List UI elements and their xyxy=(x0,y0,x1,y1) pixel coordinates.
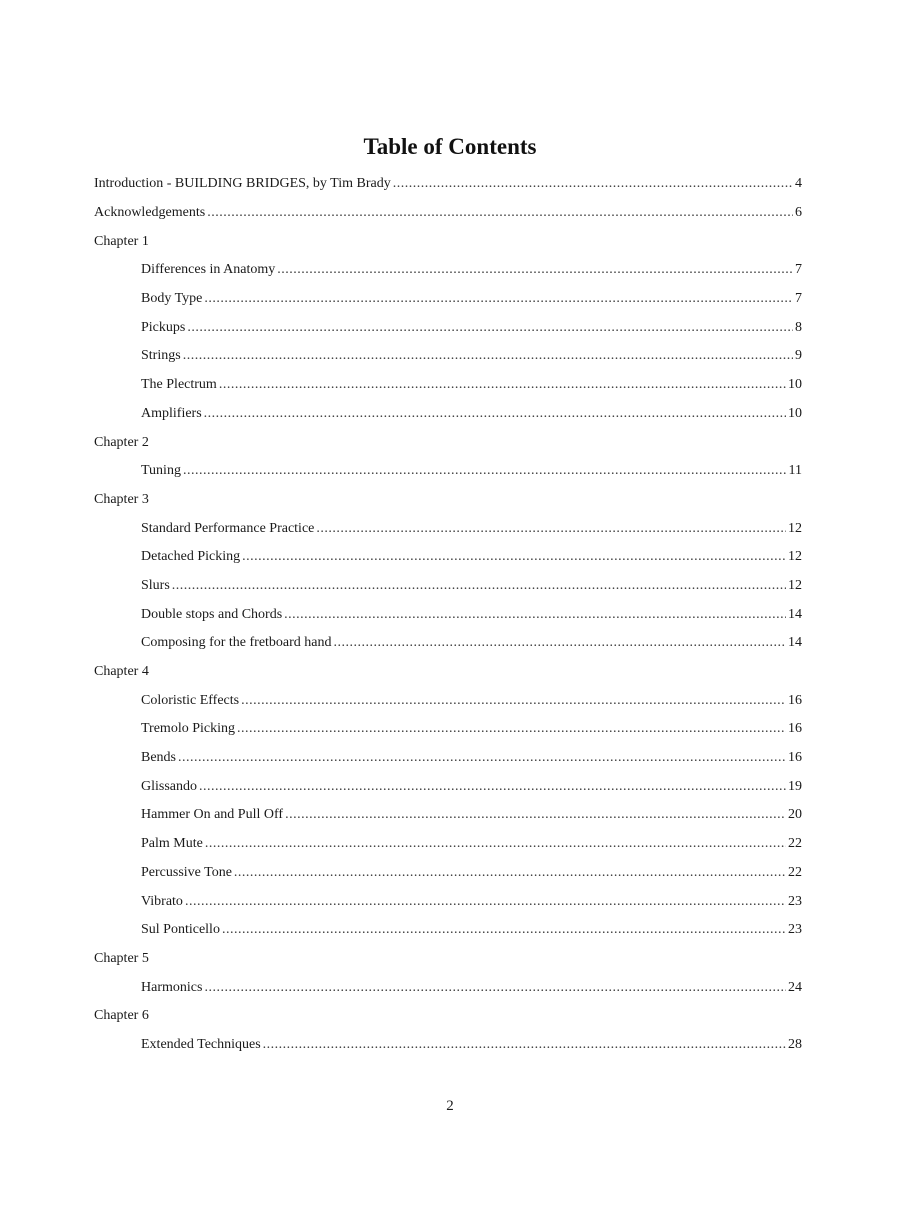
toc-entry xyxy=(94,285,802,314)
toc-entry-label: Detached Picking xyxy=(141,549,241,565)
toc-chapter-heading xyxy=(94,227,802,256)
toc-entry xyxy=(94,371,802,400)
toc-dot-leader xyxy=(178,750,786,766)
toc-entry-label: Double stops and Chords xyxy=(141,606,283,622)
toc-entry-label: Chapter 2 xyxy=(94,434,149,450)
toc-dot-leader xyxy=(205,836,786,852)
toc-entry-label: Sul Ponticello xyxy=(141,922,220,938)
toc-entry-page: 10 xyxy=(788,405,802,421)
toc-chapter-heading xyxy=(94,486,802,515)
toc-dot-leader xyxy=(185,894,786,910)
toc-dot-leader xyxy=(241,693,786,709)
toc-entry-label: Strings xyxy=(141,348,181,364)
toc-entry-label: Pickups xyxy=(141,319,186,335)
toc-entry-label: Introduction - BUILDING BRIDGES, by Tim Brady xyxy=(94,176,391,192)
toc-entry-label: Hammer On and Pull Off xyxy=(141,807,284,823)
toc-entry-page: 9 xyxy=(795,348,802,364)
toc-entry xyxy=(94,256,802,285)
toc-chapter-heading xyxy=(94,1002,802,1031)
toc-entry-page: 14 xyxy=(788,635,802,651)
toc-dot-leader xyxy=(187,320,793,336)
toc-entry-label: Bends xyxy=(141,750,176,766)
toc-entry-page: 28 xyxy=(788,1036,802,1052)
toc-dot-leader xyxy=(222,922,786,938)
toc-entry xyxy=(94,629,802,658)
toc-entry xyxy=(94,572,802,601)
toc-entry xyxy=(94,543,802,572)
toc-entry-label: Vibrato xyxy=(141,893,183,909)
toc-dot-leader xyxy=(263,1037,786,1053)
toc-chapter-heading xyxy=(94,428,802,457)
toc-entry-label: Acknowledgements xyxy=(94,205,206,221)
toc-entry-label: Chapter 6 xyxy=(94,1008,149,1024)
toc-entry xyxy=(94,686,802,715)
toc-entry-label: Chapter 4 xyxy=(94,664,149,680)
toc-entry-page: 8 xyxy=(795,319,802,335)
toc-entry-label: Chapter 5 xyxy=(94,950,149,966)
toc-entry-label: Harmonics xyxy=(141,979,203,995)
toc-dot-leader xyxy=(172,578,786,594)
toc-entry-page: 20 xyxy=(788,807,802,823)
toc-entry-label: Chapter 1 xyxy=(94,233,149,249)
toc-entry xyxy=(94,772,802,801)
toc-dot-leader xyxy=(204,980,786,996)
toc-entry-page: 11 xyxy=(788,463,802,479)
toc-entry xyxy=(94,514,802,543)
toc-entry-page: 6 xyxy=(795,205,802,221)
toc-entry xyxy=(94,342,802,371)
toc-entry-label: Standard Performance Practice xyxy=(141,520,315,536)
toc-entry-page: 10 xyxy=(788,377,802,393)
toc-entry-label: The Plectrum xyxy=(141,377,217,393)
toc-entry-page: 23 xyxy=(788,922,802,938)
toc-entry-page: 4 xyxy=(795,176,802,192)
toc-dot-leader xyxy=(204,291,793,307)
toc-entry-label: Glissando xyxy=(141,778,197,794)
toc-entry-page: 12 xyxy=(788,577,802,593)
toc-dot-leader xyxy=(204,406,786,422)
toc-entry xyxy=(94,973,802,1002)
toc-entry xyxy=(94,887,802,916)
toc-entry-page: 23 xyxy=(788,893,802,909)
toc-entry-page: 19 xyxy=(788,778,802,794)
toc-dot-leader xyxy=(219,377,786,393)
toc-entry-label: Tremolo Picking xyxy=(141,721,235,737)
toc-dot-leader xyxy=(284,607,786,623)
toc-dot-leader xyxy=(199,779,786,795)
toc-dot-leader xyxy=(242,549,786,565)
toc-dot-leader xyxy=(183,463,787,479)
toc-entry-label: Slurs xyxy=(141,577,170,593)
page-title: Table of Contents xyxy=(363,134,537,159)
toc-entry-page: 22 xyxy=(788,836,802,852)
toc-dot-leader xyxy=(207,205,793,221)
toc-chapter-heading xyxy=(94,658,802,687)
toc-dot-leader xyxy=(183,348,793,364)
toc-dot-leader xyxy=(334,635,786,651)
toc-entry xyxy=(94,916,802,945)
toc-entry xyxy=(94,170,802,199)
toc-entry xyxy=(94,715,802,744)
toc-entry-label: Tuning xyxy=(141,463,181,479)
toc-entry xyxy=(94,801,802,830)
toc-entry-page: 14 xyxy=(788,606,802,622)
toc-dot-leader xyxy=(277,262,793,278)
toc-entry-page: 12 xyxy=(788,520,802,536)
toc-dot-leader xyxy=(285,807,786,823)
toc-entry-page: 7 xyxy=(795,262,802,278)
toc-entry xyxy=(94,744,802,773)
toc-entry-page: 16 xyxy=(788,750,802,766)
toc-entry xyxy=(94,313,802,342)
toc-entry-label: Amplifiers xyxy=(141,405,202,421)
toc-entry xyxy=(94,1031,802,1060)
toc-entry-page: 16 xyxy=(788,721,802,737)
toc-entry-page: 22 xyxy=(788,864,802,880)
toc-entry xyxy=(94,859,802,888)
toc-entry-page: 12 xyxy=(788,549,802,565)
toc-dot-leader xyxy=(234,865,786,881)
table-of-contents xyxy=(94,170,802,1059)
toc-entry xyxy=(94,199,802,228)
toc-dot-leader xyxy=(316,521,786,537)
toc-entry-page: 7 xyxy=(795,291,802,307)
toc-entry-label: Chapter 3 xyxy=(94,491,149,507)
toc-dot-leader xyxy=(237,721,786,737)
toc-entry-page: 24 xyxy=(788,979,802,995)
toc-entry-page: 16 xyxy=(788,692,802,708)
toc-entry xyxy=(94,830,802,859)
toc-entry-label: Palm Mute xyxy=(141,836,203,852)
toc-entry-label: Differences in Anatomy xyxy=(141,262,276,278)
page-number: 2 xyxy=(446,1098,454,1114)
toc-entry-label: Body Type xyxy=(141,291,203,307)
toc-entry-label: Coloristic Effects xyxy=(141,692,240,708)
toc-chapter-heading xyxy=(94,945,802,974)
toc-entry xyxy=(94,600,802,629)
toc-entry xyxy=(94,457,802,486)
toc-entry-label: Composing for the fretboard hand xyxy=(141,635,332,651)
toc-dot-leader xyxy=(393,176,793,192)
toc-entry-label: Percussive Tone xyxy=(141,864,232,880)
toc-entry-label: Extended Techniques xyxy=(141,1036,261,1052)
toc-entry xyxy=(94,400,802,429)
